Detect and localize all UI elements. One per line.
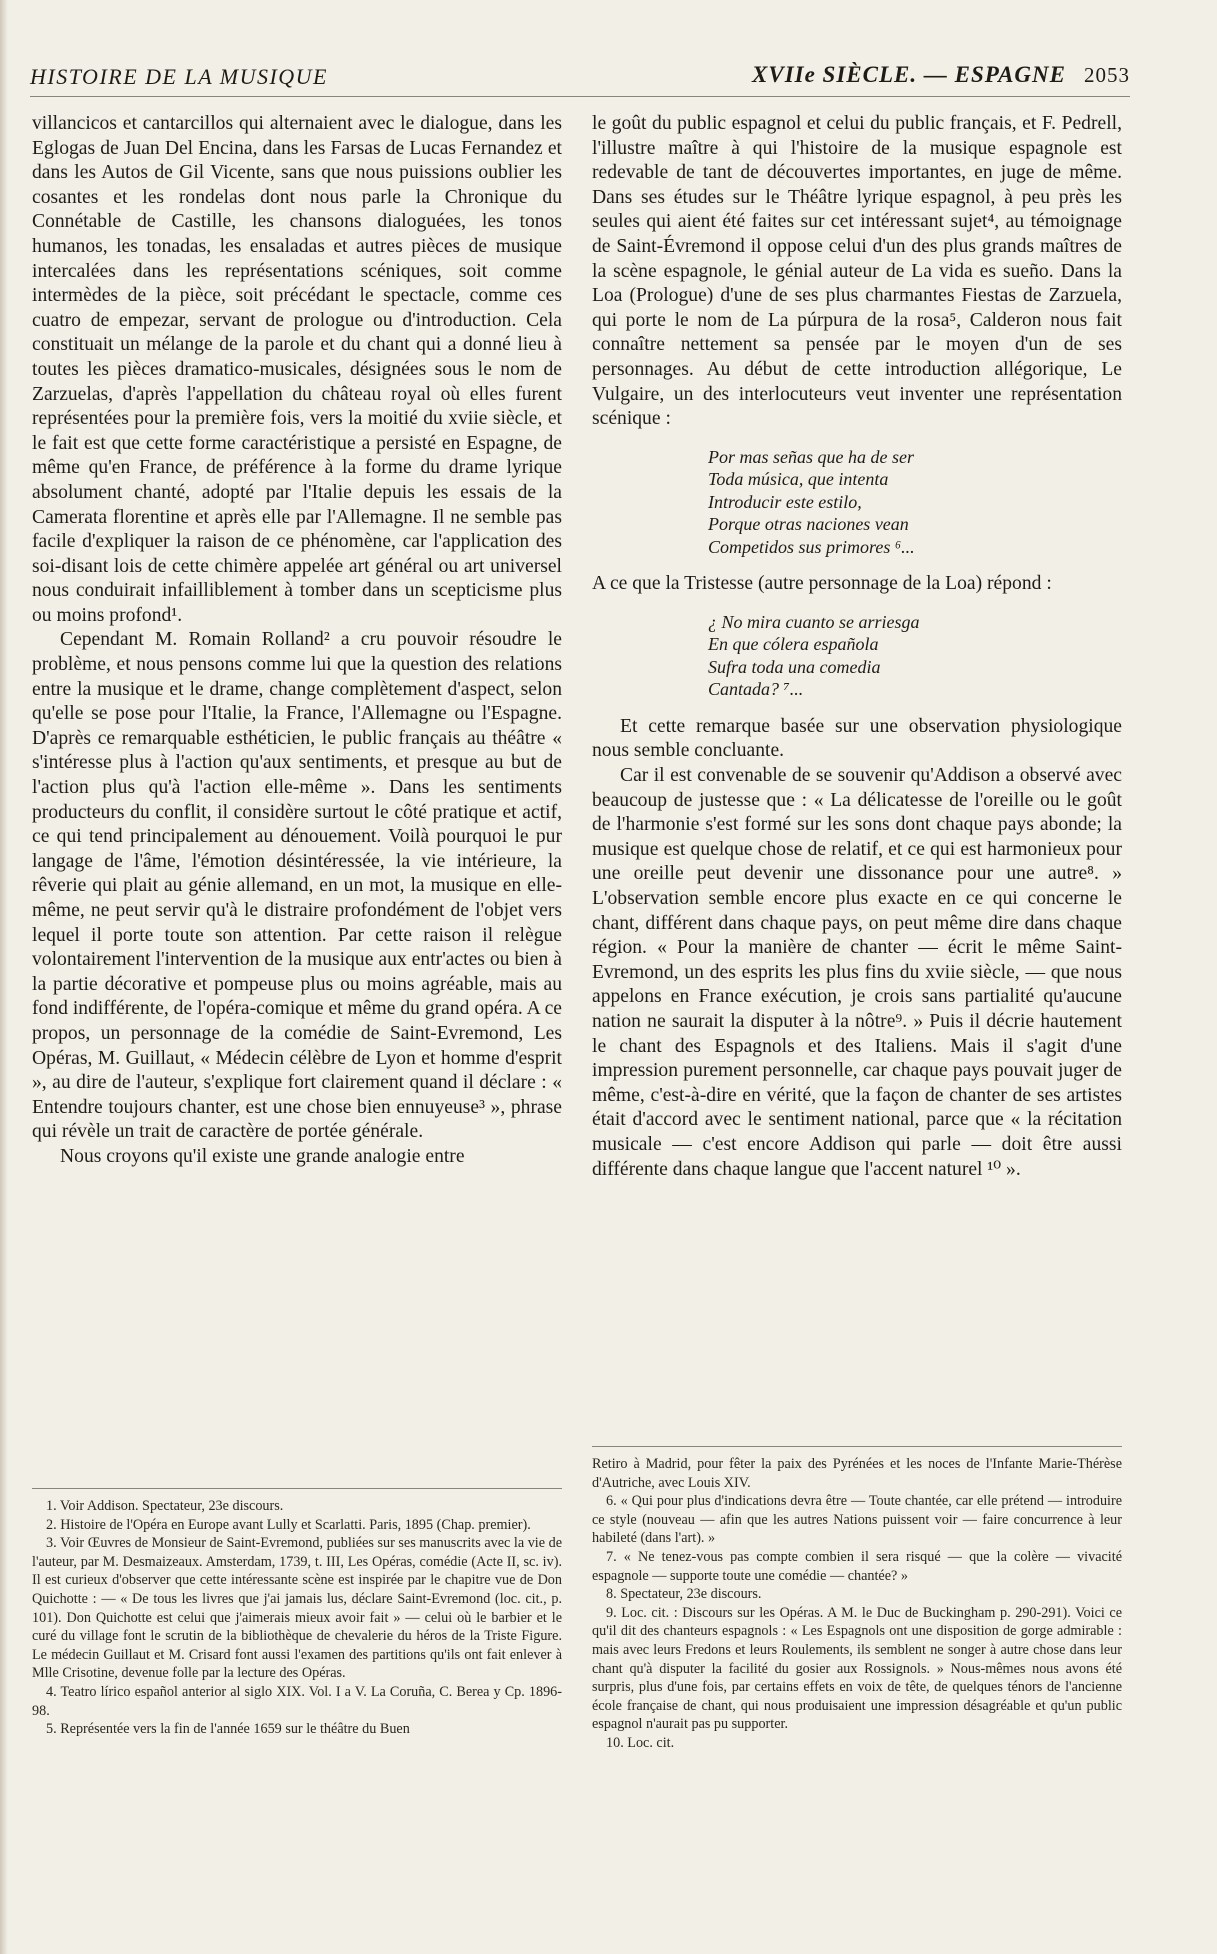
paragraph: le goût du public espagnol et celui du public français, et F. Pedrell, l'illustre maître à qui l'histoire de la musique espagnole est redevable de tant de découvertes importantes, en juge de même. Dans ses études sur le Théâtre lyrique espagnol, à peu près les seules qui aient été faites sur cet intéressant sujet⁴, au témoignage de Saint-Évremond il oppose celui d'un des plus grands maîtres de la scène espagnole, le génial auteur de La vida es sueño. Dans la Loa (Prologue) d'une de ses plus charmantes Fiestas de Zarzuela, qui porte le nom de La púrpura de la rosa⁵, Calderon nous fait connaître nettement sa pensée par le moyen d'un de ses personnages. Au début de cette introduction allégorique, Le Vulgaire, un des interlocuteurs veut inventer une représentation scénique :	[592, 113, 1122, 430]
verse-line: Sufra toda una comedia	[708, 656, 881, 677]
footnote: Retiro à Madrid, pour fêter la paix des Pyrénées et les noces de l'Infante Marie-Thérèse d'Autriche, avec Louis XIV.	[592, 1456, 1122, 1491]
paragraph: villancicos et cantarcillos qui alternaient avec le dialogue, dans les Eglogas de Juan Del Encina, dans les Farsas de Lucas Fernandez et dans les Autos de Gil Vicente, sans que nous puissions oublier les cosantes et les rondelas dont nous parle la Chronique du Connétable de Castille, les chansons dialoguées, les tonos humanos, les tonadas, les ensaladas et autres pièces de musique intercalées dans les représentations scéniques, soit comme intermèdes de la pièce, soit précédant le spectacle, comme ces cuatro de empezar, servant de prologue ou d'introduction. Cela constituait un mélange de la parole et du chant qui a donné lieu à toutes les pièces dramatico-musicales, désignées sous le nom de Zarzuelas, d'après l'appellation du château royal où elles furent représentées pour la première fois, vers la moitié du xviie siècle, et le fait est que cette forme caractéristique a persisté en Espagne, de même qu'en France, de préférence à la forme du drame lyrique absolument chanté, adopté par l'Italie depuis les essais de la Camerata florentine et après elle par l'Allemagne. Il ne semble pas facile d'expliquer la raison de ce phénomène, car l'application des soi-disant lois de cette chimère appelée art général ou art universel nous conduirait infailliblement à tomber dans un scepticisme plus ou moins profond¹.	[32, 113, 562, 626]
left-column	[32, 112, 562, 1170]
page-number: 2053	[1084, 63, 1130, 87]
header-right-text: XVIIe SIÈCLE. — ESPAGNE	[752, 62, 1066, 87]
footnote: 7. « Ne tenez-vous pas compte combien il sera risqué — que la colère — vivacité espagnole — supporte toute une comédie — chantée? »	[592, 1548, 1122, 1584]
verse-line: Porque otras naciones vean	[708, 514, 909, 535]
footnote: 10. Loc. cit.	[606, 1734, 675, 1751]
verse-line: ¿ No mira cuanto se arriesga	[708, 611, 920, 632]
footnote: 2. Histoire de l'Opéra en Europe avant Lully et Scarlatti. Paris, 1895 (Chap. premier).	[46, 1516, 531, 1533]
paragraph: Car il est convenable de se souvenir qu'Addison a observé avec beaucoup de justesse que : « La délicatesse de l'oreille ou le goût de l'harmonie s'est formé sur les sons dont chaque pays abonde; la musique est quelque chose de relatif, et ce qui est harmonieux pour une oreille peut devenir une dissonance pour une autre⁸. » L'observation semble encore plus exacte en ce qui concerne le chant, différent dans chaque pays, on peut même dire dans chaque région. « Pour la manière de chanter — écrit le même Saint-Evremond, un des esprits les plus fins du xviie siècle, — que nous appelons en France exécution, je crois sans partialité qu'aucune nation ne saurait la disputer à la nôtre⁹. » Puis il décrie hautement le chant des Espagnols et des Italiens. Mais il s'agit d'une impression purement personnelle, car chaque pays pouvait juger de même, c'est-à-dire en vérité, que la façon de chanter de ses artistes était d'accord avec le sentiment national, parce que « la récitation musicale — c'est encore Addison qui parle — doit être aussi différente dans chaque langue que l'accent naturel ¹⁰ ».	[592, 765, 1122, 1180]
verse-quote	[708, 611, 1122, 701]
verse-line: Cantada? ⁷...	[708, 679, 804, 700]
footnote: 3. Voir Œuvres de Monsieur de Saint-Evremond, publiées sur ses manuscrits avec la vie de l'auteur, par M. Desmaizeaux. Amsterdam, 1739, t. III, Les Opéras, comédie (Acte II, sc. iv). Il est curieux d'observer que cette intéressante scène est inspirée par le chapitre vue de Don Quichotte : — « De tous les livres que j'ai jamais lus, déclare Saint-Evremond (loc. cit., p. 101). Don Quichotte est celui que j'aimerais mieux avoir fait » — celui où le barbier et le curé du village font le scrutin de la bibliothèque de chevalerie du héros de la Triste Figure. Le médecin Guillaut et M. Crisard font aussi l'examen des partitions qu'ils ont fait enlever à Mlle Crisotine, devenue folle par la lecture des Opéras.	[32, 1535, 562, 1682]
footnotes-right	[592, 1446, 1122, 1753]
verse-line: Competidos sus primores ⁶...	[708, 536, 915, 557]
verse-quote	[708, 446, 1122, 559]
paragraph: Cependant M. Romain Rolland² a cru pouvoir résoudre le problème, et nous pensons comme lui que la question des relations entre la musique et le drame, change complètement d'aspect, selon qu'elle se pose pour l'Italie, la France, l'Allemagne ou l'Espagne. D'après ce remarquable esthéticien, le public français au théâtre « s'intéresse plus à l'action qu'aux sentiments, et presque au but de l'action plus qu'à l'action elle-même ». Dans les sentiments producteurs du conflit, il considère surtout le côté pratique et actif, ce qui tend principalement au dénouement. Voilà pourquoi le pur langage de l'âme, l'émotion désintéressée, la vie intérieure, la rêverie qui plait au génie allemand, en un mot, la musique en elle-même, ne peut servir qu'à le distraire profondément de l'objet vers lequel il porte toute son attention. Par cette raison il relègue volontairement l'intervention de la musique aux entr'actes ou bien à la partie décorative et pompeuse plus ou moins agréable, mais au fond indifférente, de l'opéra-comique et même du grand opéra. A ce propos, un personnage de la comédie de Saint-Evremond, Les Opéras, M. Guillaut, « Médecin célèbre de Lyon et homme d'esprit », au dire de l'auteur, s'explique fort clairement quand il déclare : « Entendre toujours chanter, est une chose bien ennuyeuse³ », phrase qui révèle un trait de caractère de portée générale.	[32, 629, 562, 1143]
paragraph: Nous croyons qu'il existe une grande analogie entre	[60, 1145, 465, 1167]
verse-line: Introducir este estilo,	[708, 491, 862, 512]
right-column	[592, 112, 1122, 1182]
footnote: 1. Voir Addison. Spectateur, 23e discours.	[46, 1498, 284, 1514]
verse-line: Toda música, que intenta	[708, 469, 889, 490]
verse-line: En que cólera española	[708, 634, 879, 655]
verse-line: Por mas señas que ha de ser	[708, 446, 914, 467]
header-right-title	[752, 62, 1130, 88]
footnote: 8. Spectateur, 23e discours.	[606, 1586, 762, 1603]
header-left-title: HISTOIRE DE LA MUSIQUE	[30, 64, 328, 89]
binding-edge	[0, 0, 8, 1954]
footnotes-left	[32, 1488, 562, 1739]
footnote: 4. Teatro lírico español anterior al siglo XIX. Vol. I a V. La Coruña, C. Berea y Cp. 1896-98.	[32, 1683, 562, 1719]
footnote: 6. « Qui pour plus d'indications devra être — Toute chantée, car elle prétend — introduire ce style (nouveau — afin que les autres Nations puissent voir — faire concurrence à leur habileté (dans l'art). »	[592, 1493, 1122, 1547]
footnote: 9. Loc. cit. : Discours sur les Opéras. A M. le Duc de Buckingham p. 290-291). Voici ce qu'il dit des chanteurs espagnols : « Les Espagnols ont une disposition de gorge admirable : mais avec leurs Fredons et leurs Roulements, ils semblent ne songer à autre chose dans leur chant qu'à disputer la facilité du gosier aux Rossignols. » Nous-mêmes nous avons été surpris, plus d'une fois, par certains effets en voix de tête, de quelques ténors de l'ancienne école française de chant, qui nous produisaient une impression désagréable et qu'un public espagnol n'aurait pas pu supporter.	[592, 1604, 1122, 1733]
paragraph: A ce que la Tristesse (autre personnage de la Loa) répond :	[592, 573, 1052, 595]
running-header	[30, 62, 1130, 97]
paragraph: Et cette remarque basée sur une observation physiologique nous semble concluante.	[592, 715, 1122, 762]
footnote: 5. Représentée vers la fin de l'année 1659 sur le théâtre du Buen	[46, 1721, 410, 1738]
